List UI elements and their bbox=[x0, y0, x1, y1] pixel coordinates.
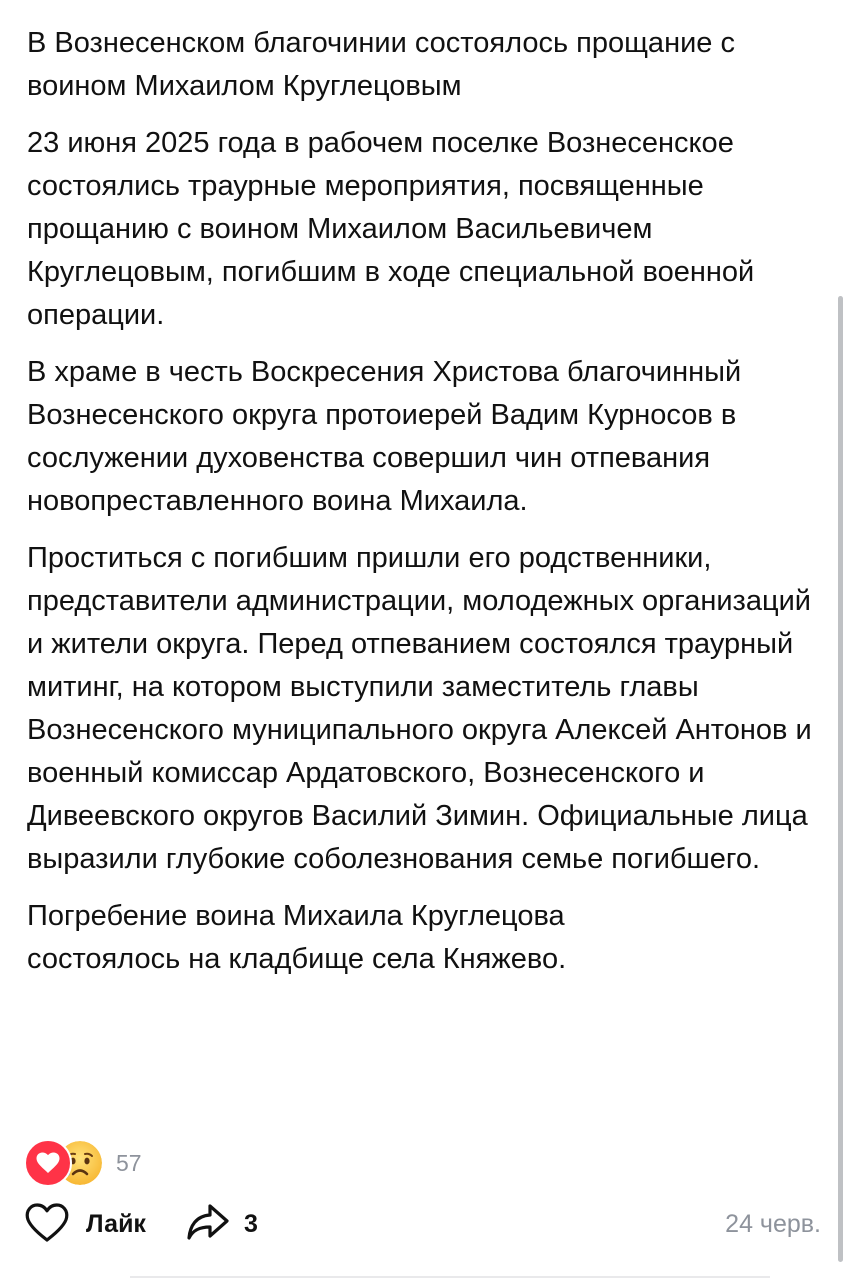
share-button[interactable] bbox=[186, 1202, 258, 1247]
post-paragraph: Погребение воина Михаила Круглецова состоялось на кладбище села Княжево. bbox=[27, 900, 567, 975]
post-date: 24 черв. bbox=[725, 1209, 821, 1238]
post-actions-bar bbox=[24, 1201, 824, 1247]
reactions-count: 57 bbox=[116, 1149, 142, 1176]
post-paragraph: В храме в честь Воскресения Христова благочинный Вознесенского округа протоиерей Вадим Курносов в сослужении духовенства совершил чин отпевания новопреставленного воина Михаила. bbox=[27, 356, 742, 517]
reactions-summary[interactable] bbox=[24, 1140, 142, 1186]
divider bbox=[130, 1276, 770, 1278]
share-count: 3 bbox=[243, 1209, 258, 1238]
post-paragraph: Проститься с погибшим пришли его родственники, представители администрации, молодежных организаций и жители округа. Перед отпеванием состоялся траурный митинг, на котором выступили заместитель главы Вознесенского муниципального округа Алексей Антонов и военный комиссар Ардатовского, Вознесенского и Дивеевского округов Василий Зимин. Официальные лица выразили глубокие соболезнования семье погибшего. bbox=[27, 542, 812, 875]
share-arrow-icon bbox=[186, 1202, 230, 1247]
scrollbar[interactable] bbox=[838, 296, 843, 1262]
heart-outline-icon bbox=[24, 1201, 70, 1248]
post-title: В Вознесенском благочинии состоялось прощание с воином Михаилом Круглецовым bbox=[27, 27, 735, 102]
post-paragraph: 23 июня 2025 года в рабочем поселке Вознесенское состоялись траурные мероприятия, посвященные прощанию с воином Михаилом Васильевичем Круглецовым, погибшим в ходе специальной военной операции. bbox=[27, 127, 755, 331]
post-content bbox=[27, 22, 827, 981]
like-button[interactable] bbox=[24, 1201, 146, 1248]
heart-icon bbox=[24, 1139, 72, 1187]
like-label: Лайк bbox=[86, 1209, 146, 1238]
